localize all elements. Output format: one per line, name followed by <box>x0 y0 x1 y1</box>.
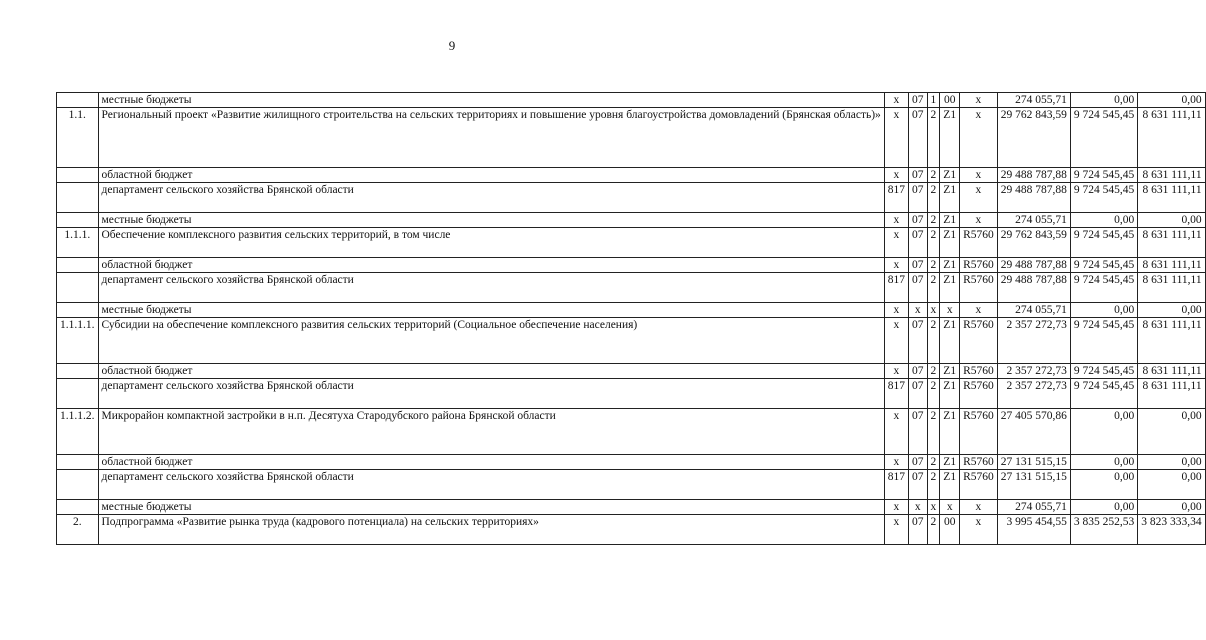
cell-code-5: R5760 <box>960 318 998 364</box>
cell-code-3: х <box>927 303 940 318</box>
cell-code-5: х <box>960 183 998 213</box>
cell-amount-3: 8 631 111,11 <box>1138 318 1205 364</box>
table-row <box>57 228 1206 258</box>
table-row <box>57 409 1206 455</box>
cell-amount-1: 29 488 787,88 <box>997 273 1070 303</box>
table-row <box>57 470 1206 500</box>
cell-item-number <box>57 213 99 228</box>
cell-code-3: 2 <box>927 318 940 364</box>
cell-code-2: 07 <box>909 379 928 409</box>
cell-amount-3: 0,00 <box>1138 93 1205 108</box>
table-row <box>57 500 1206 515</box>
cell-amount-3: 3 823 333,34 <box>1138 515 1205 545</box>
cell-amount-3: 8 631 111,11 <box>1138 379 1205 409</box>
cell-description: областной бюджет <box>98 455 884 470</box>
cell-amount-1: 29 488 787,88 <box>997 168 1070 183</box>
cell-code-1: х <box>884 303 908 318</box>
cell-code-4: 00 <box>940 93 960 108</box>
cell-amount-1: 3 995 454,55 <box>997 515 1070 545</box>
cell-code-1: 817 <box>884 470 908 500</box>
cell-amount-2: 0,00 <box>1070 93 1137 108</box>
budget-table <box>56 92 1206 545</box>
cell-item-number <box>57 455 99 470</box>
cell-amount-2: 0,00 <box>1070 409 1137 455</box>
cell-code-3: 2 <box>927 379 940 409</box>
cell-amount-3: 8 631 111,11 <box>1138 364 1205 379</box>
cell-item-number <box>57 168 99 183</box>
table-row <box>57 455 1206 470</box>
cell-amount-2: 9 724 545,45 <box>1070 228 1137 258</box>
cell-code-2: 07 <box>909 213 928 228</box>
cell-code-5: R5760 <box>960 379 998 409</box>
cell-code-3: 2 <box>927 108 940 168</box>
cell-code-2: 07 <box>909 273 928 303</box>
cell-code-5: х <box>960 168 998 183</box>
cell-amount-1: 274 055,71 <box>997 303 1070 318</box>
cell-code-3: х <box>927 500 940 515</box>
cell-code-5: R5760 <box>960 258 998 273</box>
cell-item-number <box>57 93 99 108</box>
cell-code-3: 2 <box>927 168 940 183</box>
cell-amount-3: 0,00 <box>1138 455 1205 470</box>
cell-item-number <box>57 379 99 409</box>
cell-item-number <box>57 364 99 379</box>
cell-code-2: 07 <box>909 455 928 470</box>
cell-amount-1: 29 762 843,59 <box>997 228 1070 258</box>
cell-code-4: Z1 <box>940 228 960 258</box>
cell-description: департамент сельского хозяйства Брянской области <box>98 379 884 409</box>
table-row <box>57 93 1206 108</box>
cell-code-3: 2 <box>927 228 940 258</box>
table-row <box>57 168 1206 183</box>
cell-code-5: х <box>960 515 998 545</box>
cell-description: местные бюджеты <box>98 303 884 318</box>
cell-code-2: 07 <box>909 108 928 168</box>
cell-code-4: х <box>940 500 960 515</box>
cell-description: местные бюджеты <box>98 213 884 228</box>
cell-code-4: Z1 <box>940 379 960 409</box>
cell-amount-1: 274 055,71 <box>997 500 1070 515</box>
cell-code-2: 07 <box>909 318 928 364</box>
cell-code-4: Z1 <box>940 213 960 228</box>
cell-code-1: х <box>884 318 908 364</box>
cell-amount-2: 9 724 545,45 <box>1070 258 1137 273</box>
cell-description: Субсидии на обеспечение комплексного развития сельских территорий (Социальное обеспечение населения) <box>98 318 884 364</box>
table-row <box>57 273 1206 303</box>
cell-code-1: х <box>884 213 908 228</box>
page-number: 9 <box>448 38 456 53</box>
cell-code-5: R5760 <box>960 409 998 455</box>
cell-code-4: Z1 <box>940 455 960 470</box>
cell-amount-2: 0,00 <box>1070 470 1137 500</box>
cell-amount-2: 9 724 545,45 <box>1070 183 1137 213</box>
cell-amount-2: 9 724 545,45 <box>1070 379 1137 409</box>
cell-amount-1: 29 488 787,88 <box>997 183 1070 213</box>
cell-code-2: 07 <box>909 168 928 183</box>
cell-amount-2: 0,00 <box>1070 303 1137 318</box>
cell-item-number <box>57 470 99 500</box>
budget-table-body <box>57 93 1206 545</box>
cell-amount-3: 8 631 111,11 <box>1138 168 1205 183</box>
cell-amount-2: 9 724 545,45 <box>1070 168 1137 183</box>
cell-amount-2: 0,00 <box>1070 213 1137 228</box>
cell-code-4: Z1 <box>940 168 960 183</box>
cell-code-3: 2 <box>927 183 940 213</box>
cell-code-2: 07 <box>909 183 928 213</box>
cell-code-1: х <box>884 409 908 455</box>
cell-amount-3: 8 631 111,11 <box>1138 228 1205 258</box>
cell-amount-1: 2 357 272,73 <box>997 364 1070 379</box>
cell-code-4: Z1 <box>940 108 960 168</box>
cell-item-number <box>57 273 99 303</box>
cell-description: областной бюджет <box>98 364 884 379</box>
cell-code-2: 07 <box>909 93 928 108</box>
cell-code-5: R5760 <box>960 364 998 379</box>
cell-description: Обеспечение комплексного развития сельских территорий, в том числе <box>98 228 884 258</box>
cell-code-2: 07 <box>909 470 928 500</box>
cell-code-2: 07 <box>909 409 928 455</box>
cell-code-3: 2 <box>927 455 940 470</box>
cell-code-5: х <box>960 108 998 168</box>
cell-code-1: х <box>884 258 908 273</box>
cell-code-3: 2 <box>927 213 940 228</box>
cell-code-5: R5760 <box>960 228 998 258</box>
cell-amount-3: 8 631 111,11 <box>1138 183 1205 213</box>
cell-amount-1: 2 357 272,73 <box>997 318 1070 364</box>
cell-code-1: х <box>884 500 908 515</box>
cell-code-4: х <box>940 303 960 318</box>
table-row <box>57 258 1206 273</box>
cell-amount-1: 27 405 570,86 <box>997 409 1070 455</box>
cell-description: Микрорайон компактной застройки в н.п. Десятуха Стародубского района Брянской области <box>98 409 884 455</box>
cell-item-number <box>57 258 99 273</box>
cell-code-1: х <box>884 93 908 108</box>
cell-code-4: Z1 <box>940 258 960 273</box>
cell-description: местные бюджеты <box>98 500 884 515</box>
cell-amount-1: 29 488 787,88 <box>997 258 1070 273</box>
cell-code-5: R5760 <box>960 455 998 470</box>
cell-amount-3: 0,00 <box>1138 470 1205 500</box>
cell-item-number: 1.1.1. <box>57 228 99 258</box>
cell-amount-1: 27 131 515,15 <box>997 470 1070 500</box>
cell-code-3: 2 <box>927 258 940 273</box>
cell-description: местные бюджеты <box>98 93 884 108</box>
cell-item-number <box>57 500 99 515</box>
table-row <box>57 364 1206 379</box>
table-row <box>57 515 1206 545</box>
cell-code-2: х <box>909 303 928 318</box>
cell-amount-1: 2 357 272,73 <box>997 379 1070 409</box>
table-row <box>57 379 1206 409</box>
cell-code-1: х <box>884 168 908 183</box>
cell-code-4: Z1 <box>940 318 960 364</box>
cell-code-1: 817 <box>884 379 908 409</box>
cell-item-number: 1.1. <box>57 108 99 168</box>
cell-description: департамент сельского хозяйства Брянской области <box>98 273 884 303</box>
table-row <box>57 183 1206 213</box>
cell-amount-3: 8 631 111,11 <box>1138 108 1205 168</box>
cell-description: Подпрограмма «Развитие рынка труда (кадрового потенциала) на сельских территориях» <box>98 515 884 545</box>
cell-code-3: 1 <box>927 93 940 108</box>
cell-code-4: Z1 <box>940 273 960 303</box>
cell-description: областной бюджет <box>98 168 884 183</box>
cell-amount-2: 3 835 252,53 <box>1070 515 1137 545</box>
cell-amount-2: 9 724 545,45 <box>1070 318 1137 364</box>
table-row <box>57 318 1206 364</box>
cell-amount-3: 0,00 <box>1138 409 1205 455</box>
cell-code-4: 00 <box>940 515 960 545</box>
cell-code-1: х <box>884 108 908 168</box>
cell-code-1: 817 <box>884 183 908 213</box>
cell-code-5: х <box>960 303 998 318</box>
cell-amount-1: 274 055,71 <box>997 213 1070 228</box>
cell-description: департамент сельского хозяйства Брянской области <box>98 470 884 500</box>
cell-amount-2: 0,00 <box>1070 455 1137 470</box>
cell-amount-1: 29 762 843,59 <box>997 108 1070 168</box>
cell-amount-3: 0,00 <box>1138 500 1205 515</box>
cell-code-4: Z1 <box>940 183 960 213</box>
cell-amount-3: 8 631 111,11 <box>1138 273 1205 303</box>
cell-code-3: 2 <box>927 470 940 500</box>
cell-code-5: х <box>960 213 998 228</box>
cell-code-1: х <box>884 455 908 470</box>
cell-code-3: 2 <box>927 409 940 455</box>
cell-code-5: х <box>960 500 998 515</box>
cell-amount-2: 0,00 <box>1070 500 1137 515</box>
cell-amount-1: 27 131 515,15 <box>997 455 1070 470</box>
cell-item-number <box>57 303 99 318</box>
cell-description: Региональный проект «Развитие жилищного строительства на сельских территориях и повышение уровня благоустройства домовладений (Брянская область)» <box>98 108 884 168</box>
cell-code-1: х <box>884 364 908 379</box>
cell-item-number: 2. <box>57 515 99 545</box>
cell-code-3: 2 <box>927 515 940 545</box>
cell-item-number: 1.1.1.2. <box>57 409 99 455</box>
cell-code-5: х <box>960 93 998 108</box>
cell-code-4: Z1 <box>940 409 960 455</box>
cell-code-1: х <box>884 228 908 258</box>
cell-amount-2: 9 724 545,45 <box>1070 364 1137 379</box>
cell-code-4: Z1 <box>940 364 960 379</box>
cell-description: департамент сельского хозяйства Брянской области <box>98 183 884 213</box>
cell-amount-2: 9 724 545,45 <box>1070 273 1137 303</box>
cell-code-4: Z1 <box>940 470 960 500</box>
cell-code-2: 07 <box>909 364 928 379</box>
cell-code-3: 2 <box>927 273 940 303</box>
table-row <box>57 108 1206 168</box>
table-row <box>57 303 1206 318</box>
cell-item-number <box>57 183 99 213</box>
cell-code-2: х <box>909 500 928 515</box>
cell-code-2: 07 <box>909 515 928 545</box>
cell-item-number: 1.1.1.1. <box>57 318 99 364</box>
cell-description: областной бюджет <box>98 258 884 273</box>
cell-code-5: R5760 <box>960 470 998 500</box>
cell-amount-2: 9 724 545,45 <box>1070 108 1137 168</box>
cell-code-1: х <box>884 515 908 545</box>
cell-amount-3: 0,00 <box>1138 303 1205 318</box>
cell-code-3: 2 <box>927 364 940 379</box>
cell-amount-3: 0,00 <box>1138 213 1205 228</box>
cell-code-2: 07 <box>909 228 928 258</box>
cell-code-5: R5760 <box>960 273 998 303</box>
cell-code-2: 07 <box>909 258 928 273</box>
cell-amount-3: 8 631 111,11 <box>1138 258 1205 273</box>
cell-code-1: 817 <box>884 273 908 303</box>
cell-amount-1: 274 055,71 <box>997 93 1070 108</box>
table-row <box>57 213 1206 228</box>
